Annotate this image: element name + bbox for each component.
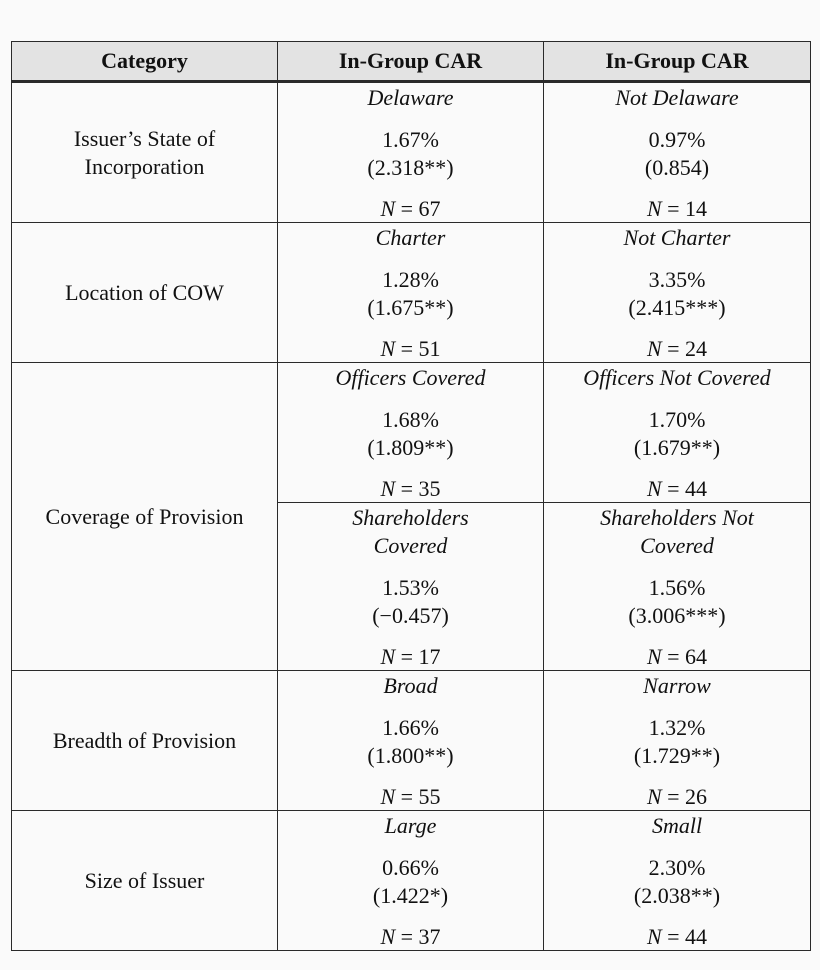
- t-stat: (2.318**): [367, 155, 454, 180]
- car-value: 0.97%: [648, 127, 706, 152]
- group-label: Delaware: [367, 85, 454, 110]
- t-stat: (1.800**): [367, 743, 454, 768]
- group-label: Narrow: [643, 673, 711, 698]
- car-value: 2.30%: [648, 855, 706, 880]
- n-count: N = 67: [380, 196, 441, 221]
- group-label: Officers Covered: [335, 365, 486, 390]
- n-count: N = 44: [646, 924, 708, 949]
- table-row: [12, 811, 811, 951]
- n-count: N = 64: [646, 644, 708, 669]
- group-cell: [278, 503, 544, 671]
- category-cell: Size of Issuer: [12, 811, 278, 951]
- n-count: N = 24: [646, 336, 708, 361]
- n-count: N = 51: [380, 336, 441, 361]
- t-stat: (−0.457): [372, 603, 449, 628]
- car-value: 3.35%: [648, 267, 706, 292]
- car-value: 1.68%: [382, 407, 439, 432]
- t-stat: (2.038**): [633, 883, 721, 908]
- n-count: N = 37: [380, 924, 441, 949]
- group-label: Not Delaware: [615, 85, 739, 110]
- t-stat: (0.854): [644, 155, 710, 180]
- car-value: 1.66%: [382, 715, 439, 740]
- header-row: [12, 42, 811, 82]
- category-cell: Location of COW: [12, 223, 278, 363]
- group-label: Broad: [383, 673, 438, 698]
- group-label: Charter: [375, 225, 446, 250]
- group-cell: [544, 363, 811, 503]
- table-row: [12, 223, 811, 363]
- t-stat: (3.006***): [628, 603, 726, 628]
- n-count: N = 17: [380, 644, 441, 669]
- n-count: N = 44: [646, 476, 708, 501]
- t-stat: (2.415***): [628, 295, 726, 320]
- group-cell: [278, 363, 544, 503]
- group-cell: [278, 223, 544, 363]
- car-value: 1.56%: [648, 575, 706, 600]
- category-cell: Breadth of Provision: [12, 671, 278, 811]
- car-value: 1.67%: [382, 127, 439, 152]
- t-stat: (1.675**): [367, 295, 454, 320]
- car-value: 0.66%: [382, 855, 439, 880]
- group-cell: [544, 223, 811, 363]
- group-cell: [544, 82, 811, 223]
- header-category: Category: [12, 42, 278, 82]
- group-cell: [278, 811, 544, 951]
- car-value: 1.70%: [648, 407, 706, 432]
- n-count: N = 14: [646, 196, 708, 221]
- n-count: N = 35: [380, 476, 441, 501]
- group-label: Shareholders Not Covered: [600, 505, 754, 558]
- table-row: [12, 363, 811, 503]
- group-cell: [544, 503, 811, 671]
- category-cell: Coverage of Provision: [12, 363, 278, 671]
- category-cell: Issuer’s State of Incorporation: [12, 82, 278, 223]
- header-car-right: In-Group CAR: [544, 42, 811, 82]
- header-car-left: In-Group CAR: [278, 42, 544, 82]
- group-label: Officers Not Covered: [583, 365, 771, 390]
- group-cell: [544, 671, 811, 811]
- t-stat: (1.422*): [372, 883, 449, 908]
- car-value: 1.53%: [382, 575, 439, 600]
- group-cell: [278, 82, 544, 223]
- group-label: Not Charter: [623, 225, 731, 250]
- group-label: Small: [651, 813, 703, 838]
- t-stat: (1.729**): [633, 743, 721, 768]
- t-stat: (1.679**): [633, 435, 721, 460]
- group-label: Large: [384, 813, 437, 838]
- group-cell: [278, 671, 544, 811]
- table-row: [12, 671, 811, 811]
- group-cell: [544, 811, 811, 951]
- t-stat: (1.809**): [367, 435, 454, 460]
- car-value: 1.28%: [382, 267, 439, 292]
- n-count: N = 26: [646, 784, 708, 809]
- table-row: [12, 82, 811, 223]
- n-count: N = 55: [380, 784, 441, 809]
- results-table: [11, 41, 811, 951]
- car-value: 1.32%: [648, 715, 706, 740]
- group-label: Shareholders Covered: [352, 505, 469, 558]
